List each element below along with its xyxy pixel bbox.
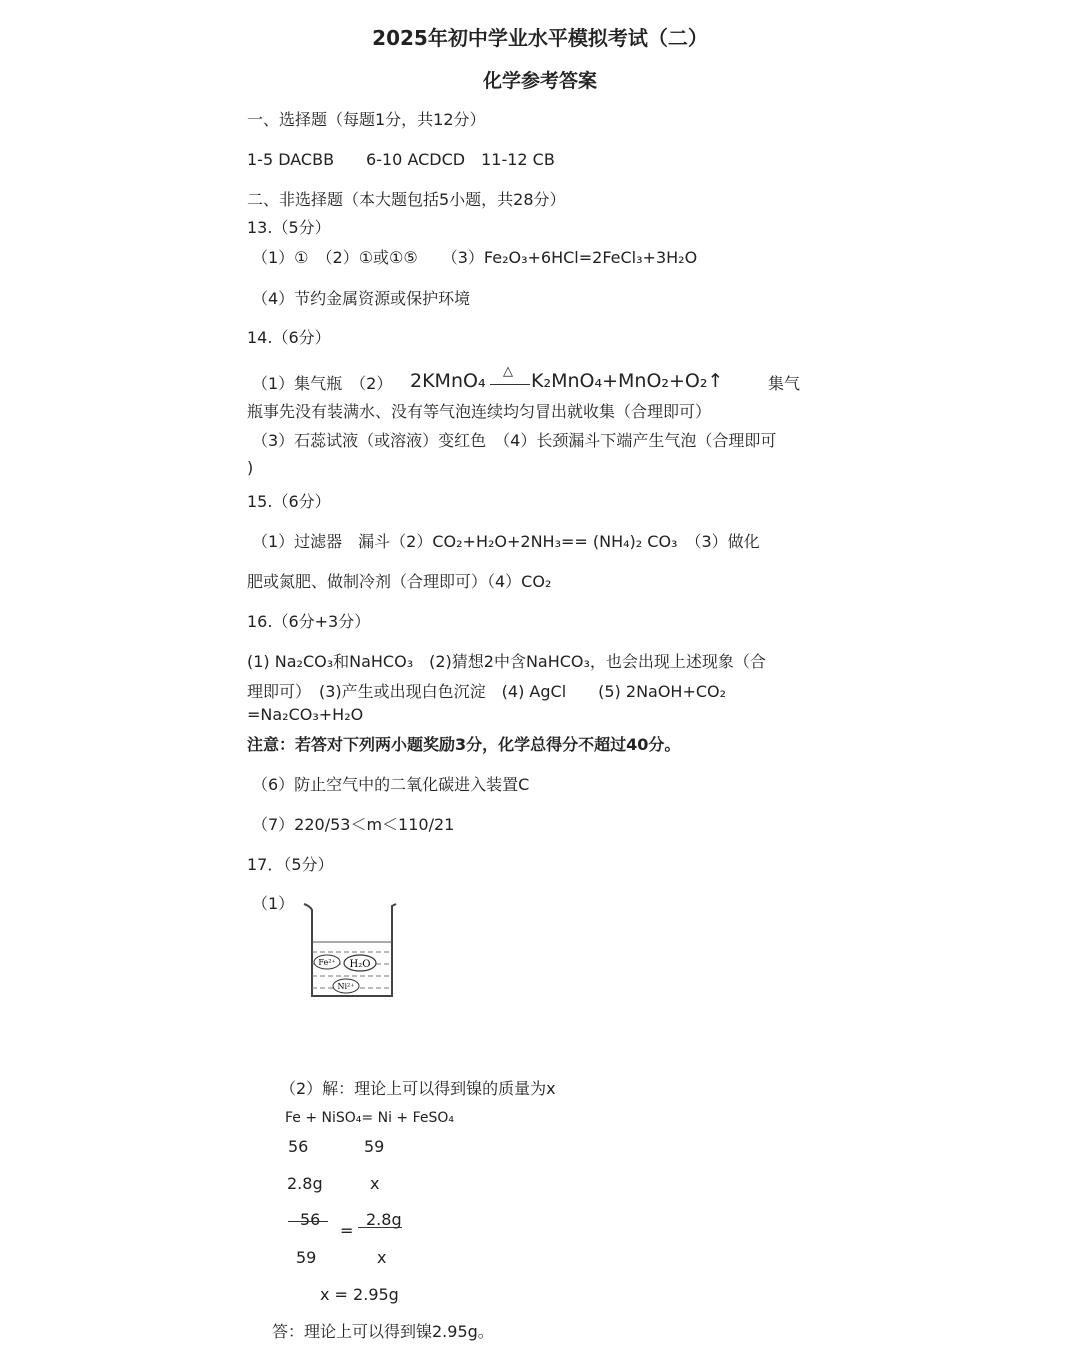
q17-equation: Fe + NiSO₄= Ni + FeSO₄ [285,1110,455,1126]
molar-mass-fe: 56 [288,1137,309,1156]
choice-answers: 1-5 DACBB 6-10 ACDCD 11-12 CB [247,150,555,169]
q17-heading: 17．（5分） [247,855,334,874]
fraction-left-numerator: 56 [300,1210,321,1229]
q15-heading: 15.（6分） [247,492,331,511]
q14-heading: 14.（6分） [247,328,331,347]
q16-line2: 理即可） (3)产生或出现白色沉淀 (4) AgCl (5) 2NaOH+CO₂ [247,682,727,701]
q15-line2: 肥或氮肥、做制冷剂（合理即可）（4）CO₂ [247,572,552,591]
q15-line1: （1）过滤器 漏斗（2）CO₂+H₂O+2NH₃== (NH₄)₂ CO₃ （3）做化 [252,532,760,551]
q13-heading: 13.（5分） [247,218,331,237]
q14-line1-suffix: 集气 [768,374,801,393]
q14-equation-left: 2KMnO₄ [410,370,486,392]
fraction-right-denominator: x [377,1248,387,1267]
fraction-right-bar [358,1227,402,1228]
mass-fe: 2.8g [287,1174,323,1193]
q17-part1-label: （1） [252,894,295,913]
q14-line2: 瓶事先没有装满水、没有等气泡连续均匀冒出就收集（合理即可） [247,402,712,421]
equation-arrow-line [490,384,530,385]
molar-mass-ni: 59 [364,1137,385,1156]
q14-line3: （3）石蕊试液（或溶液）变红色 （4）长颈漏斗下端产生气泡（合理即可 [252,431,777,450]
q14-equation-right: K₂MnO₄+MnO₂+O₂↑ [531,370,724,392]
result-line: x = 2.95g [320,1285,399,1304]
fraction-equals: = [340,1221,354,1240]
q16-line6: （6）防止空气中的二氧化碳进入装置C [252,775,530,794]
page-subtitle: 化学参考答案 [482,70,597,92]
q13-line2: （4）节约金属资源或保护环境 [252,289,471,308]
beaker-diagram [300,900,400,1002]
q17-part2-intro: （2）解：理论上可以得到镍的质量为x [280,1079,556,1098]
q16-note: 注意：若答对下列两小题奖励3分，化学总得分不超过40分。 [247,735,681,754]
q16-line1: (1) Na₂CO₃和NaHCO₃ (2)猜想2中含NaHCO₃，也会出现上述现象（合 [247,652,766,671]
ion-label-fe: Fe²⁺ [318,958,336,967]
q16-line7: （7）220/53＜m＜110/21 [252,815,455,834]
page-title: 2025年初中学业水平模拟考试（二） [372,26,708,50]
q16-heading: 16.（6分+3分） [247,612,371,631]
fraction-right-numerator: 2.8g [366,1210,402,1229]
final-answer: 答：理论上可以得到镍2.95g。 [272,1322,494,1341]
ion-label-h2o: H₂O [349,959,371,970]
fraction-left-denominator: 59 [296,1248,317,1267]
fraction-left-bar [288,1221,328,1222]
mass-ni-unknown: x [370,1174,380,1193]
q13-line1: （1）① （2）①或①⑤ （3）Fe₂O₃+6HCl=2FeCl₃+3H₂O [252,248,698,267]
ion-label-ni: Ni²⁺ [337,982,355,991]
q14-line1-prefix: （1）集气瓶 （2） [252,374,393,393]
q14-line4: ) [247,458,254,477]
heat-condition: △ [503,364,513,379]
q16-line3: =Na₂CO₃+H₂O [247,705,364,724]
section-choice-heading: 一、选择题（每题1分，共12分） [247,110,486,129]
section-nonchoice-heading: 二、非选择题（本大题包括5小题，共28分） [247,190,566,209]
